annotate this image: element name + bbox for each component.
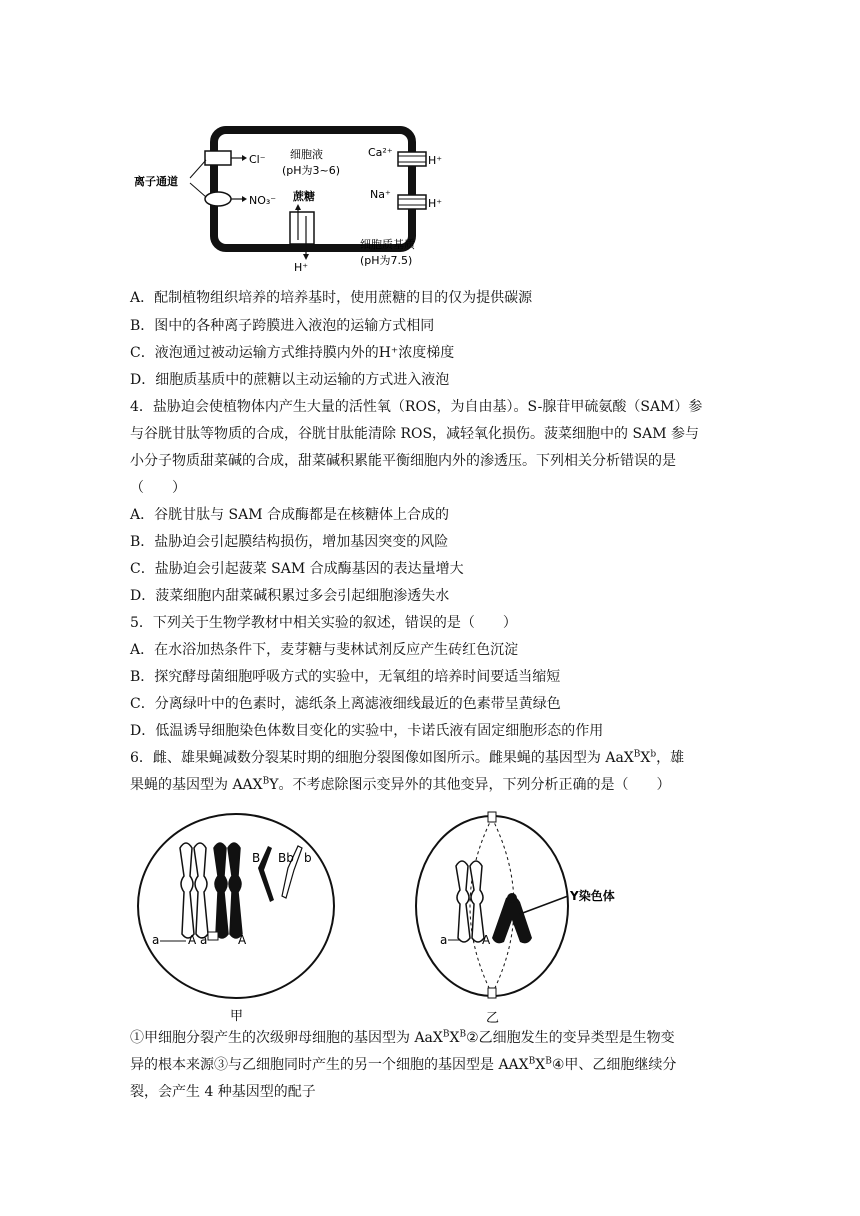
chromosome-white-1: [180, 843, 194, 938]
q6-statement-line1: ①甲细胞分裂产生的次级卵母细胞的基因型为 $AaX^BX^B②$乙细胞发生的变异类型是生物变: [130, 1029, 675, 1046]
q4-option-d: D．菠菜细胞内甜菜碱积累过多会引起细胞渗透失水: [130, 588, 450, 604]
gene-label-A-2: A: [238, 933, 247, 947]
gene-label-yi-a: a: [440, 933, 448, 947]
q5-option-b: B．探究酵母菌细胞呼吸方式的实验中，无氧组的培养时间要适当缩短: [130, 669, 561, 685]
q4-option-c: C．盐胁迫会引起菠菜 SAM 合成酶基因的表达量增大: [130, 561, 464, 577]
chromosome-white-2: [194, 843, 208, 938]
gene-label-yi-A: A: [482, 933, 491, 947]
no3-ion-label: NO₃⁻: [249, 194, 277, 207]
chromosome-black-1: [214, 843, 228, 938]
sucrose-transporter: [290, 212, 314, 244]
gene-label-a: a: [152, 933, 160, 947]
q3-option-c: C．液泡通过被动运输方式维持膜内外的H⁺浓度梯度: [130, 345, 455, 361]
sucrose-label: 蔗糖: [293, 190, 315, 203]
q3-option-d: D．细胞质基质中的蔗糖以主动运输的方式进入液泡: [130, 372, 450, 388]
q4-stem-line3: 小分子物质甜菜碱的合成，甜菜碱积累能平衡细胞内外的渗透压。下列相关分析错误的是: [130, 453, 676, 469]
q3-option-a: A．配制植物组织培养的培养基时，使用蔗糖的目的仅为提供碳源: [130, 290, 533, 306]
ca-ion-label: Ca²⁺: [368, 146, 393, 159]
gene-label-b: b: [304, 851, 312, 865]
cytoplasm-label: 细胞质基质: [360, 238, 415, 251]
gene-label-B: B: [252, 851, 261, 865]
q4-option-a: A．谷胱甘肽与 SAM 合成酶都是在核糖体上合成的: [130, 507, 450, 523]
cell-yi-outline: [416, 816, 568, 996]
q5-stem: 5．下列关于生物学教材中相关实验的叙述，错误的是（ ）: [130, 615, 517, 631]
q4-option-b: B．盐胁迫会引起膜结构损伤，增加基因突变的风险: [130, 534, 449, 550]
na-ion-label: Na⁺: [370, 188, 391, 201]
meiosis-cells-figure: [128, 808, 648, 1028]
q6-statement-line3: 裂，会产生 4 种基因型的配子: [130, 1084, 316, 1100]
q5-option-d: D．低温诱导细胞染色体数目变化的实验中，卡诺氏液有固定细胞形态的作用: [130, 723, 604, 739]
q5-option-c: C．分离绿叶中的色素时，滤纸条上离滤液细线最近的色素带呈黄绿色: [130, 696, 561, 712]
ca-h-label: H⁺: [428, 154, 443, 167]
gene-label-Bb: Bb: [278, 851, 294, 865]
q5-option-a: A．在水浴加热条件下，麦芽糖与斐林试剂反应产生砖红色沉淀: [130, 642, 519, 658]
sucrose-h-label: H⁺: [294, 261, 309, 274]
ion-channel-label: 离子通道: [134, 175, 178, 188]
q6-statement-line2: 异的根本来源③与乙细胞同时产生的另一个细胞的基因型是 $AAX^BX^B④$甲、乙细胞继续分: [130, 1056, 677, 1073]
vacuole-transport-figure: [128, 118, 446, 278]
cl-channel: [205, 151, 231, 165]
cl-ion-label: Cl⁻: [249, 153, 266, 166]
gene-label-a-2: a: [200, 933, 208, 947]
na-antiporter: [398, 195, 426, 209]
q6-stem-line2: 果蝇的基因型为 $AAX^BY$。不考虑除图示变异外的其他变异，下列分析正确的是（ ）: [130, 776, 671, 793]
q6-stem-line1: 6．雌、雄果蝇减数分裂某时期的细胞分裂图像如图所示。雌果蝇的基因型为 $AaX^BX^b$，雄: [130, 749, 685, 766]
cell-sap-label: 细胞液: [290, 148, 323, 161]
cytoplasm-ph-label: (pH为7.5): [360, 254, 413, 267]
chromosome-black-2: [228, 843, 242, 938]
q4-stem-line1: 4．盐胁迫会使植物体内产生大量的活性氧（ROS，为自由基）。S-腺苷甲硫氨酸（SAM）参: [130, 399, 703, 415]
cell-jia-label: 甲: [230, 1009, 244, 1024]
chromosome-yi-white-1: [456, 861, 470, 942]
y-chromosome-label: Y染色体: [570, 889, 615, 903]
exchanged-segment: [208, 932, 218, 940]
no3-channel: [205, 192, 231, 206]
chromosome-yi-white-2: [470, 861, 484, 942]
gene-label-A-1: A: [188, 933, 197, 947]
cell-sap-ph-label: (pH为3~6): [282, 164, 341, 177]
chromosome-x-black: [258, 846, 274, 902]
q4-stem-line4: （ ）: [130, 480, 186, 496]
q4-stem-line2: 与谷胱甘肽等物质的合成，谷胱甘肽能清除 ROS，减轻氧化损伤。菠菜细胞中的 SAM 参与: [130, 426, 699, 442]
na-h-label: H⁺: [428, 197, 443, 210]
q3-option-b: B．图中的各种离子跨膜进入液泡的运输方式相同: [130, 318, 435, 334]
ca-antiporter: [398, 152, 426, 166]
cell-yi-label: 乙: [486, 1011, 500, 1026]
